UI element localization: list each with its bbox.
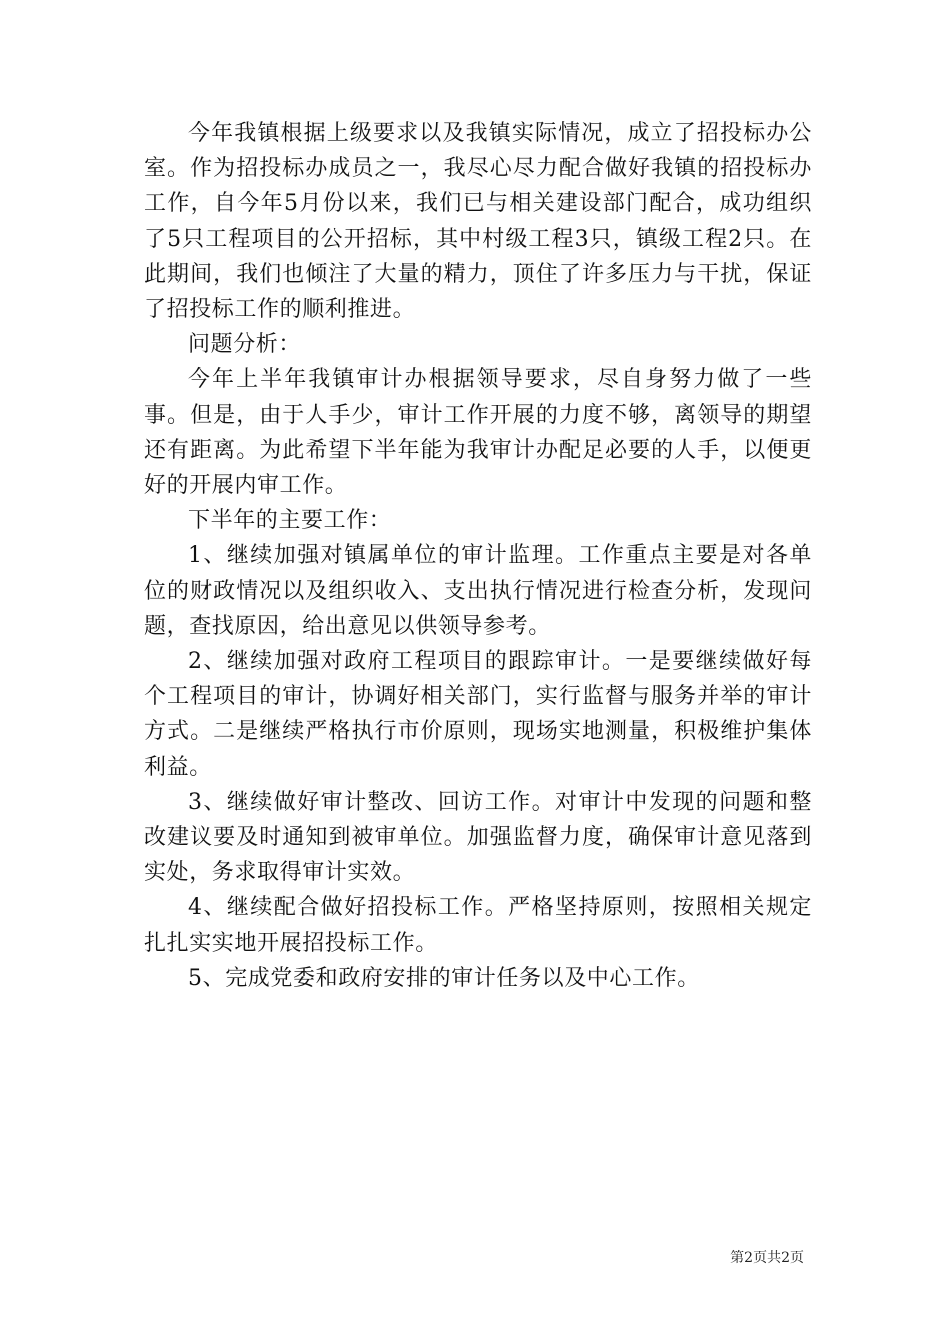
list-item-5: 5、完成党委和政府安排的审计任务以及中心工作。 <box>188 965 700 991</box>
paragraph-problem-analysis: 今年上半年我镇审计办根据领导要求，尽自身努力做了一些事。但是，由于人手少，审计工作开展的力度不够，离领导的期望还有距离。为此希望下半年能为我审计办配足必要的人手，以便更好的开展内审工作。 <box>144 367 812 499</box>
heading-second-half-work: 下半年的主要工作： <box>188 508 392 534</box>
list-item-3: 3、继续做好审计整改、回访工作。对审计中发现的问题和整改建议要及时通知到被审单位。加强监督力度，确保审计意见落到实处，务求取得审计实效。 <box>144 789 812 886</box>
document-body <box>144 116 812 996</box>
heading-problem-analysis: 问题分析： <box>188 332 302 358</box>
list-item-1: 1、继续加强对镇属单位的审计监理。工作重点主要是对各单位的财政情况以及组织收入、支出执行情况进行检查分析，发现问题，查找原因，给出意见以供领导参考。 <box>144 543 812 639</box>
page-number-footer: 第2页共2页 <box>730 1250 804 1266</box>
list-item-4: 4、继续配合做好招投标工作。严格坚持原则，按照相关规定扎扎实实地开展招投标工作。 <box>144 895 812 956</box>
list-item-2: 2、继续加强对政府工程项目的跟踪审计。一是要继续做好每个工程项目的审计，协调好相关部门，实行监督与服务并举的审计方式。二是继续严格执行市价原则，现场实地测量，积极维护集体利益。 <box>144 649 812 780</box>
paragraph-tender-office: 今年我镇根据上级要求以及我镇实际情况，成立了招投标办公室。作为招投标办成员之一，我尽心尽力配合做好我镇的招投标办工作，自今年5月份以来，我们已与相关建设部门配合，成功组织了5只工程项目的公开招标，其中村级工程3只，镇级工程2只。在此期间，我们也倾注了大量的精力，顶住了许多压力与干扰，保证了招投标工作的顺利推进。 <box>144 121 812 323</box>
